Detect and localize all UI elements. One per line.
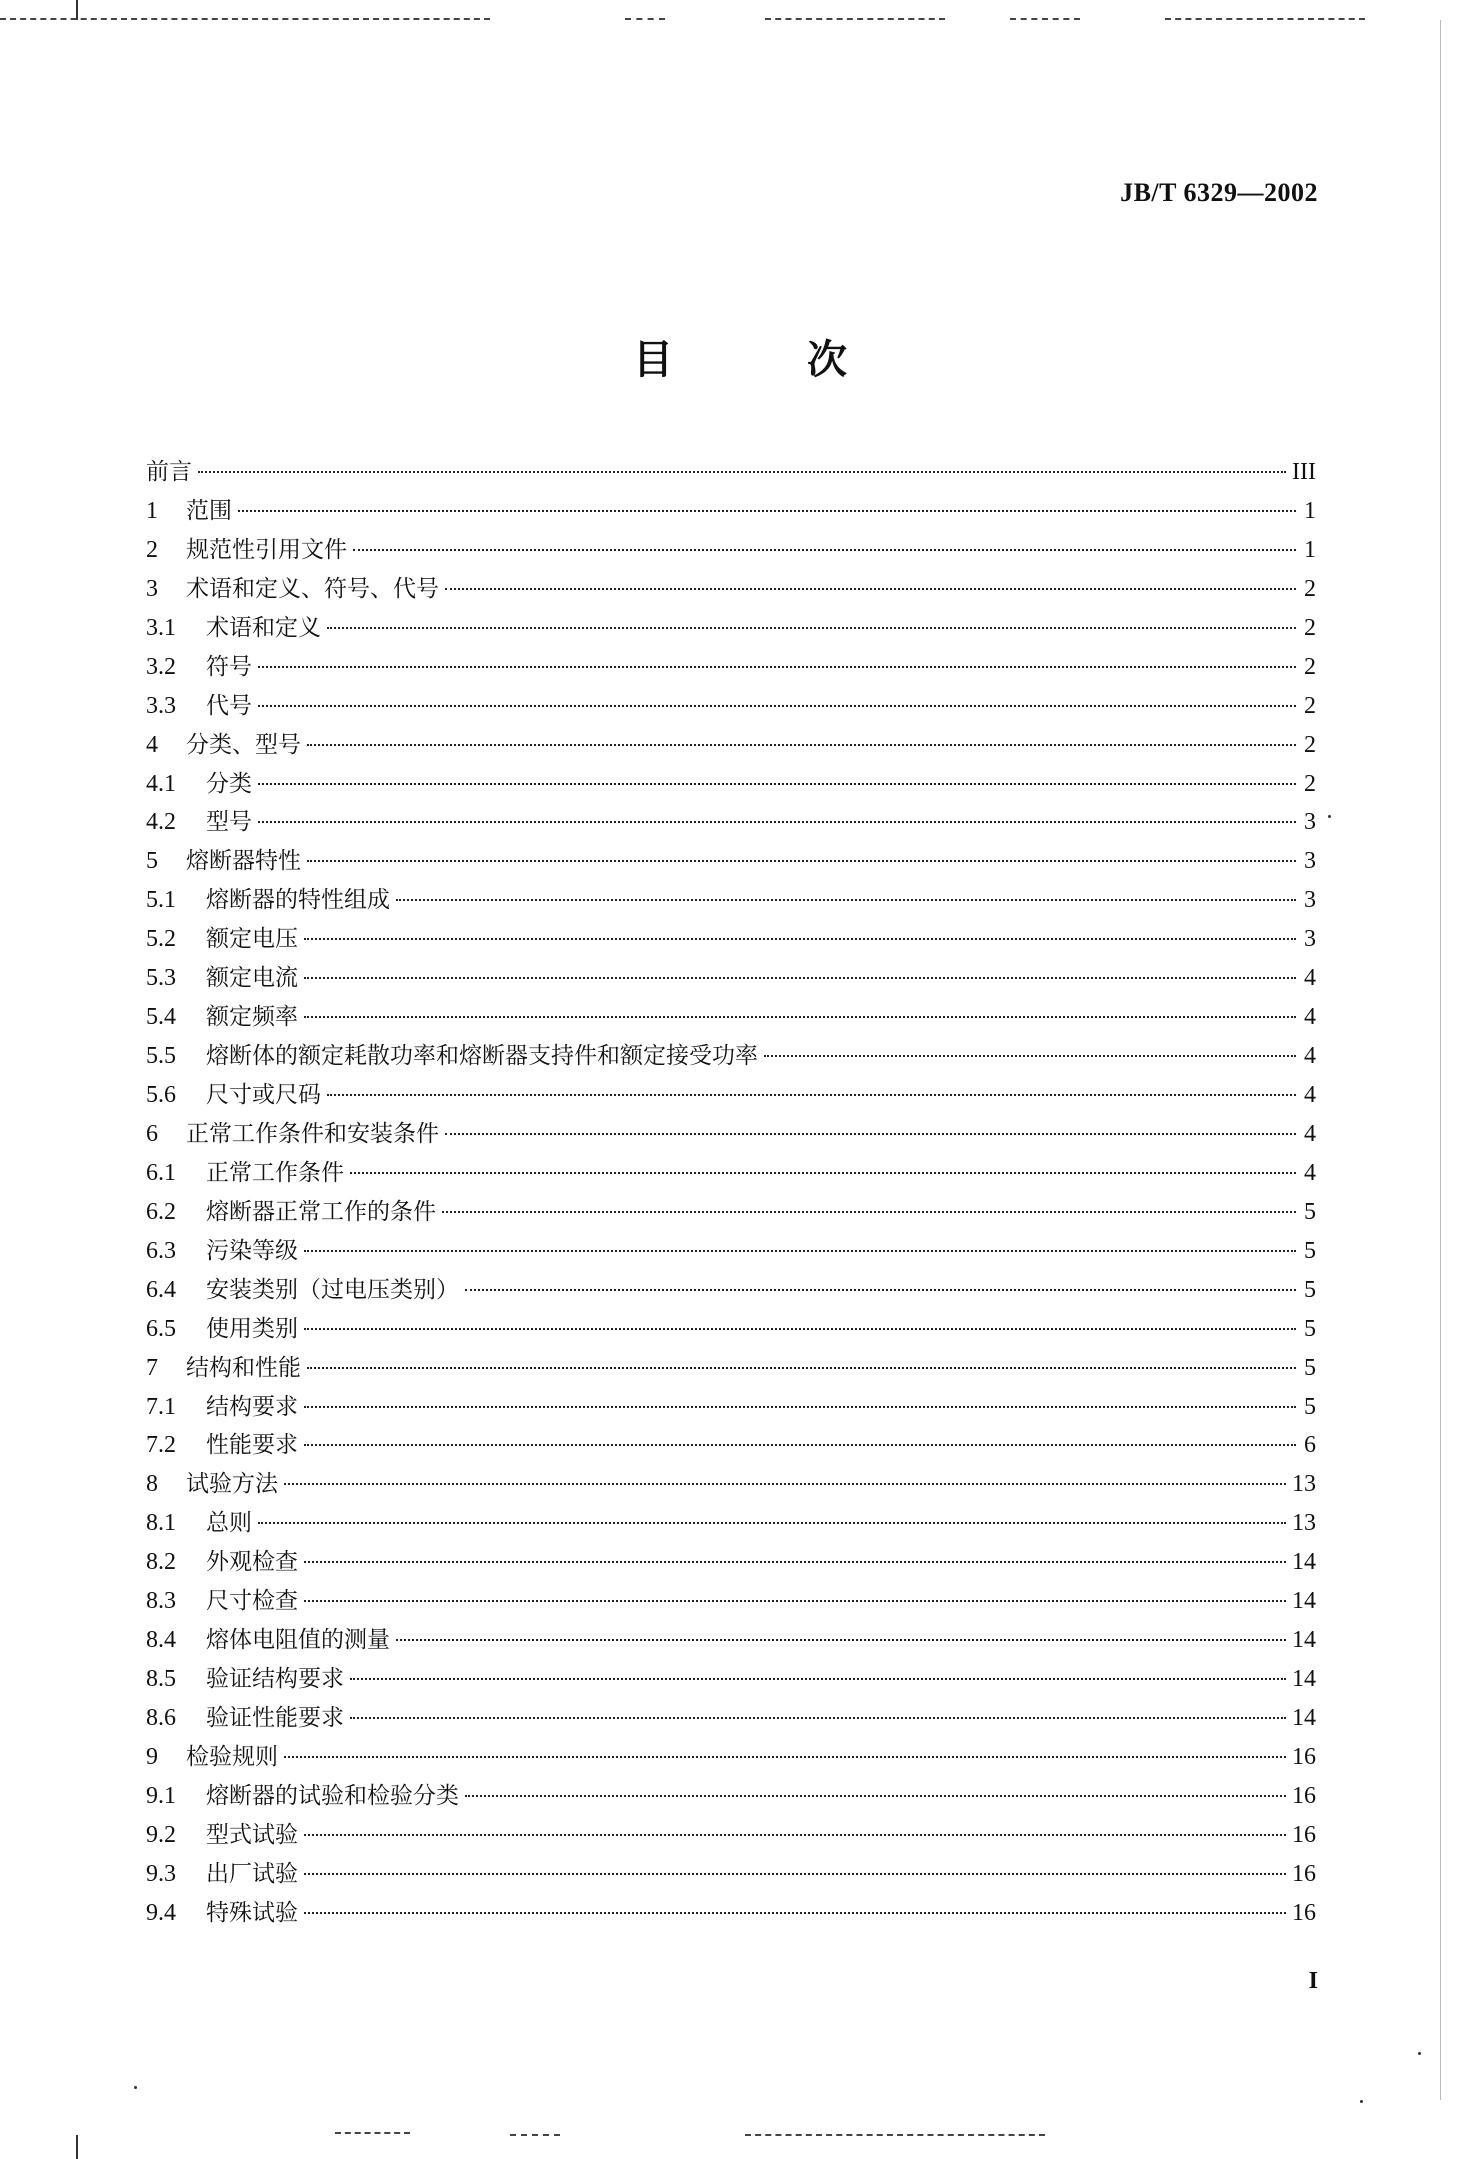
toc-entry-page: 13 [1292, 1471, 1316, 1498]
toc-entry [146, 1271, 1316, 1310]
toc-entry-number: 5.3 [146, 965, 176, 992]
toc-entry-title: 污染等级 [206, 1237, 298, 1264]
toc-entry [146, 492, 1316, 531]
toc-entry-number: 3.2 [146, 653, 176, 680]
toc-entry-title: 正常工作条件和安装条件 [186, 1120, 439, 1147]
toc-entry [146, 881, 1316, 920]
toc-entry [146, 920, 1316, 959]
toc-dot-leader [465, 1289, 1296, 1291]
toc-entry [146, 1115, 1316, 1154]
toc-entry [146, 1894, 1316, 1933]
toc-entry [146, 959, 1316, 998]
toc-entry-number: 6.5 [146, 1315, 176, 1342]
toc-dot-leader [307, 1367, 1296, 1369]
toc-dot-leader [304, 1250, 1296, 1252]
toc-entry [146, 1310, 1316, 1349]
toc-entry-page: 13 [1292, 1510, 1316, 1537]
document-code: JB/T 6329—2002 [1120, 178, 1318, 207]
toc-entry-page: 4 [1304, 1043, 1316, 1070]
toc-entry-page: 2 [1304, 614, 1316, 641]
toc-entry-title: 前言 [146, 459, 192, 485]
toc-entry-title: 范围 [186, 497, 232, 524]
toc-entry [146, 1777, 1316, 1816]
toc-entry [146, 531, 1316, 570]
toc-entry-number: 8 [146, 1471, 158, 1498]
toc-entry [146, 1076, 1316, 1115]
toc-dot-leader [304, 1873, 1286, 1875]
toc-entry-title: 术语和定义、符号、代号 [186, 575, 439, 602]
toc-entry [146, 1465, 1316, 1504]
toc-entry [146, 1154, 1316, 1193]
toc-entry-title: 分类、型号 [186, 731, 301, 758]
toc-entry [146, 842, 1316, 881]
toc-entry-page: 14 [1292, 1666, 1316, 1693]
toc-entry-number: 6.4 [146, 1276, 176, 1303]
toc-dot-leader [350, 1172, 1296, 1174]
toc-entry-number: 9 [146, 1743, 158, 1770]
toc-entry-number: 1 [146, 497, 158, 524]
toc-dot-leader [396, 1639, 1286, 1641]
toc-entry-page: 16 [1292, 1860, 1316, 1887]
toc-entry-number: 4.1 [146, 770, 176, 797]
toc-entry-title: 验证结构要求 [206, 1666, 344, 1693]
toc-entry-page: 4 [1304, 965, 1316, 992]
toc-dot-leader [304, 938, 1296, 940]
toc-entry-page: 5 [1304, 1276, 1316, 1303]
toc-entry [146, 648, 1316, 687]
toc-dot-leader [307, 744, 1296, 746]
toc-entry [146, 1426, 1316, 1465]
toc-dot-leader [258, 705, 1296, 707]
toc-entry-title: 正常工作条件 [206, 1159, 344, 1186]
toc-entry [146, 1621, 1316, 1660]
toc-dot-leader [445, 588, 1296, 590]
toc-entry-number: 2 [146, 536, 158, 563]
toc-entry-number: 9.1 [146, 1782, 176, 1809]
bottom-edge-dash [510, 2134, 560, 2136]
toc-dot-leader [304, 1912, 1286, 1914]
toc-entry-number: 5.2 [146, 926, 176, 953]
toc-dot-leader [396, 899, 1296, 901]
toc-entry-number: 7 [146, 1354, 158, 1381]
toc-dot-leader [442, 1211, 1296, 1213]
toc-entry-number: 8.4 [146, 1627, 176, 1654]
toc-entry [146, 1738, 1316, 1777]
toc-entry-number: 3 [146, 575, 158, 602]
scan-speck [134, 2086, 137, 2089]
toc-dot-leader [304, 1328, 1296, 1330]
scan-speck [1328, 815, 1331, 818]
toc-entry [146, 453, 1316, 492]
toc-dot-leader [350, 1678, 1286, 1680]
toc-entry-page: 16 [1292, 1782, 1316, 1809]
toc-entry [146, 1543, 1316, 1582]
toc-entry [146, 1504, 1316, 1543]
toc-entry-title: 性能要求 [206, 1432, 298, 1459]
top-edge-dash [765, 18, 945, 20]
toc-entry-page: 5 [1304, 1198, 1316, 1225]
toc-entry-title: 结构要求 [206, 1393, 298, 1420]
toc-entry-title: 验证性能要求 [206, 1705, 344, 1731]
toc-dot-leader [307, 860, 1296, 862]
toc-entry-page: 1 [1304, 536, 1316, 563]
toc-dot-leader [258, 1522, 1286, 1524]
toc-dot-leader [304, 1444, 1296, 1446]
toc-entry-number: 6 [146, 1120, 158, 1147]
toc-entry-title: 结构和性能 [186, 1354, 301, 1381]
toc-entry-title: 尺寸或尺码 [206, 1082, 321, 1108]
toc-dot-leader [445, 1133, 1296, 1135]
toc-entry [146, 1582, 1316, 1621]
toc-entry-page: 4 [1304, 1004, 1316, 1031]
toc-dot-leader [764, 1055, 1296, 1057]
toc-entry [146, 1816, 1316, 1855]
toc-entry [146, 1699, 1316, 1738]
toc-entry-number: 6.2 [146, 1198, 176, 1225]
toc-entry-title: 熔断器正常工作的条件 [206, 1198, 436, 1225]
toc-dot-leader [304, 1016, 1296, 1018]
toc-entry-title: 额定电流 [206, 965, 298, 992]
toc-entry-title: 特殊试验 [206, 1899, 298, 1926]
toc-entry-number: 9.4 [146, 1899, 176, 1926]
toc-entry-number: 3.3 [146, 692, 176, 719]
toc-entry-page: 3 [1304, 809, 1316, 836]
toc-entry-page: 5 [1304, 1237, 1316, 1264]
toc-dot-leader [353, 549, 1296, 551]
toc-entry-page: 2 [1304, 653, 1316, 680]
toc-entry-title: 分类 [206, 770, 252, 797]
toc-entry-number: 6.3 [146, 1237, 176, 1264]
toc-entry-page: 14 [1292, 1549, 1316, 1576]
bottom-edge-dash [335, 2132, 410, 2134]
toc-entry-title: 尺寸检查 [206, 1588, 298, 1615]
toc-dot-leader [258, 821, 1296, 823]
toc-entry-number: 6.1 [146, 1159, 176, 1186]
toc-dot-leader [304, 1600, 1286, 1602]
toc-entry-page: 14 [1292, 1588, 1316, 1615]
toc-entry-title: 熔断体的额定耗散功率和熔断器支持件和额定接受功率 [206, 1043, 758, 1070]
toc-entry-page: 14 [1292, 1705, 1316, 1731]
toc-entry-page: 16 [1292, 1821, 1316, 1848]
toc-dot-leader [284, 1756, 1286, 1758]
toc-entry-page: 5 [1304, 1393, 1316, 1420]
crop-mark-bottom-left [76, 2135, 78, 2159]
toc-dot-leader [350, 1717, 1286, 1719]
bottom-edge-dash [745, 2134, 1045, 2136]
toc-entry-title: 额定频率 [206, 1004, 298, 1031]
toc-entry-number: 8.6 [146, 1705, 176, 1731]
toc-entry-page: 6 [1304, 1432, 1316, 1459]
toc-entry-number: 9.2 [146, 1821, 176, 1848]
toc-entry-page: 1 [1304, 497, 1316, 524]
toc-entry-title: 安装类别（过电压类别） [206, 1276, 459, 1303]
toc-entry-title: 检验规则 [186, 1743, 278, 1770]
toc-entry-page: 4 [1304, 1082, 1316, 1108]
toc-entry-title: 熔体电阻值的测量 [206, 1627, 390, 1654]
toc-entry-number: 5.5 [146, 1043, 176, 1070]
page-number: I [1308, 1968, 1318, 1994]
toc-entry-page: 3 [1304, 887, 1316, 914]
toc-entry-number: 5.6 [146, 1082, 176, 1108]
toc-entry-number: 8.3 [146, 1588, 176, 1615]
toc-entry [146, 998, 1316, 1037]
toc-entry-page: 2 [1304, 770, 1316, 797]
toc-entry-page: 16 [1292, 1899, 1316, 1926]
toc-dot-leader [304, 1561, 1286, 1563]
toc-entry-number: 5.1 [146, 887, 176, 914]
toc-entry [146, 1388, 1316, 1427]
toc-entry [146, 1660, 1316, 1699]
toc-entry-title: 规范性引用文件 [186, 536, 347, 563]
toc-entry-title: 熔断器的特性组成 [206, 887, 390, 914]
toc-dot-leader [465, 1795, 1286, 1797]
toc-entry-page: 2 [1304, 731, 1316, 758]
toc-entry-page: III [1292, 459, 1316, 485]
toc-dot-leader [327, 627, 1296, 629]
top-edge-dash [1010, 18, 1080, 20]
toc-entry-number: 3.1 [146, 614, 176, 641]
toc-entry-page: 3 [1304, 848, 1316, 875]
toc-entry [146, 1855, 1316, 1894]
table-of-contents [146, 453, 1316, 1933]
scan-speck [1360, 2100, 1363, 2103]
toc-entry-number: 4.2 [146, 809, 176, 836]
toc-entry-page: 5 [1304, 1315, 1316, 1342]
page-title: 目 次 [633, 337, 907, 383]
toc-dot-leader [304, 1406, 1296, 1408]
toc-entry-page: 5 [1304, 1354, 1316, 1381]
toc-entry [146, 687, 1316, 726]
toc-entry [146, 1193, 1316, 1232]
toc-entry-page: 4 [1304, 1159, 1316, 1186]
toc-entry-page: 4 [1304, 1120, 1316, 1147]
scan-speck [1418, 2052, 1421, 2055]
toc-dot-leader [258, 783, 1296, 785]
toc-dot-leader [304, 1834, 1286, 1836]
toc-entry [146, 765, 1316, 804]
top-edge-dash [1165, 18, 1365, 20]
crop-mark-top-left [76, 0, 78, 20]
toc-entry-number: 5 [146, 848, 158, 875]
toc-entry-number: 4 [146, 731, 158, 758]
toc-entry-page: 14 [1292, 1627, 1316, 1654]
toc-entry [146, 803, 1316, 842]
toc-dot-leader [238, 510, 1296, 512]
toc-entry-title: 总则 [206, 1510, 252, 1537]
toc-entry [146, 1232, 1316, 1271]
toc-entry-title: 试验方法 [186, 1471, 278, 1498]
toc-entry-page: 2 [1304, 575, 1316, 602]
toc-entry-title: 熔断器特性 [186, 848, 301, 875]
toc-entry-number: 8.2 [146, 1549, 176, 1576]
toc-entry-title: 使用类别 [206, 1315, 298, 1342]
toc-entry-page: 2 [1304, 692, 1316, 719]
toc-entry-title: 外观检查 [206, 1549, 298, 1576]
toc-entry-page: 16 [1292, 1743, 1316, 1770]
toc-dot-leader [258, 666, 1296, 668]
toc-entry-number: 8.5 [146, 1666, 176, 1693]
toc-entry [146, 570, 1316, 609]
toc-entry-title: 熔断器的试验和检验分类 [206, 1782, 459, 1809]
toc-entry [146, 609, 1316, 648]
toc-entry-title: 型号 [206, 809, 252, 836]
toc-entry-number: 5.4 [146, 1004, 176, 1031]
toc-entry-title: 术语和定义 [206, 614, 321, 641]
toc-dot-leader [327, 1094, 1296, 1096]
top-edge-dash [0, 18, 490, 20]
toc-entry-number: 7.1 [146, 1393, 176, 1420]
toc-entry-title: 出厂试验 [206, 1860, 298, 1887]
toc-dot-leader [284, 1483, 1286, 1485]
toc-entry-number: 8.1 [146, 1510, 176, 1537]
toc-dot-leader [198, 471, 1286, 473]
toc-entry-page: 3 [1304, 926, 1316, 953]
toc-entry [146, 1349, 1316, 1388]
top-edge-dash [625, 18, 665, 20]
toc-entry-title: 型式试验 [206, 1821, 298, 1848]
toc-entry-title: 符号 [206, 653, 252, 680]
toc-entry-title: 额定电压 [206, 926, 298, 953]
toc-entry [146, 1037, 1316, 1076]
toc-entry-number: 9.3 [146, 1860, 176, 1887]
toc-entry [146, 726, 1316, 765]
toc-dot-leader [304, 977, 1296, 979]
toc-entry-title: 代号 [206, 692, 252, 719]
toc-entry-number: 7.2 [146, 1432, 176, 1459]
